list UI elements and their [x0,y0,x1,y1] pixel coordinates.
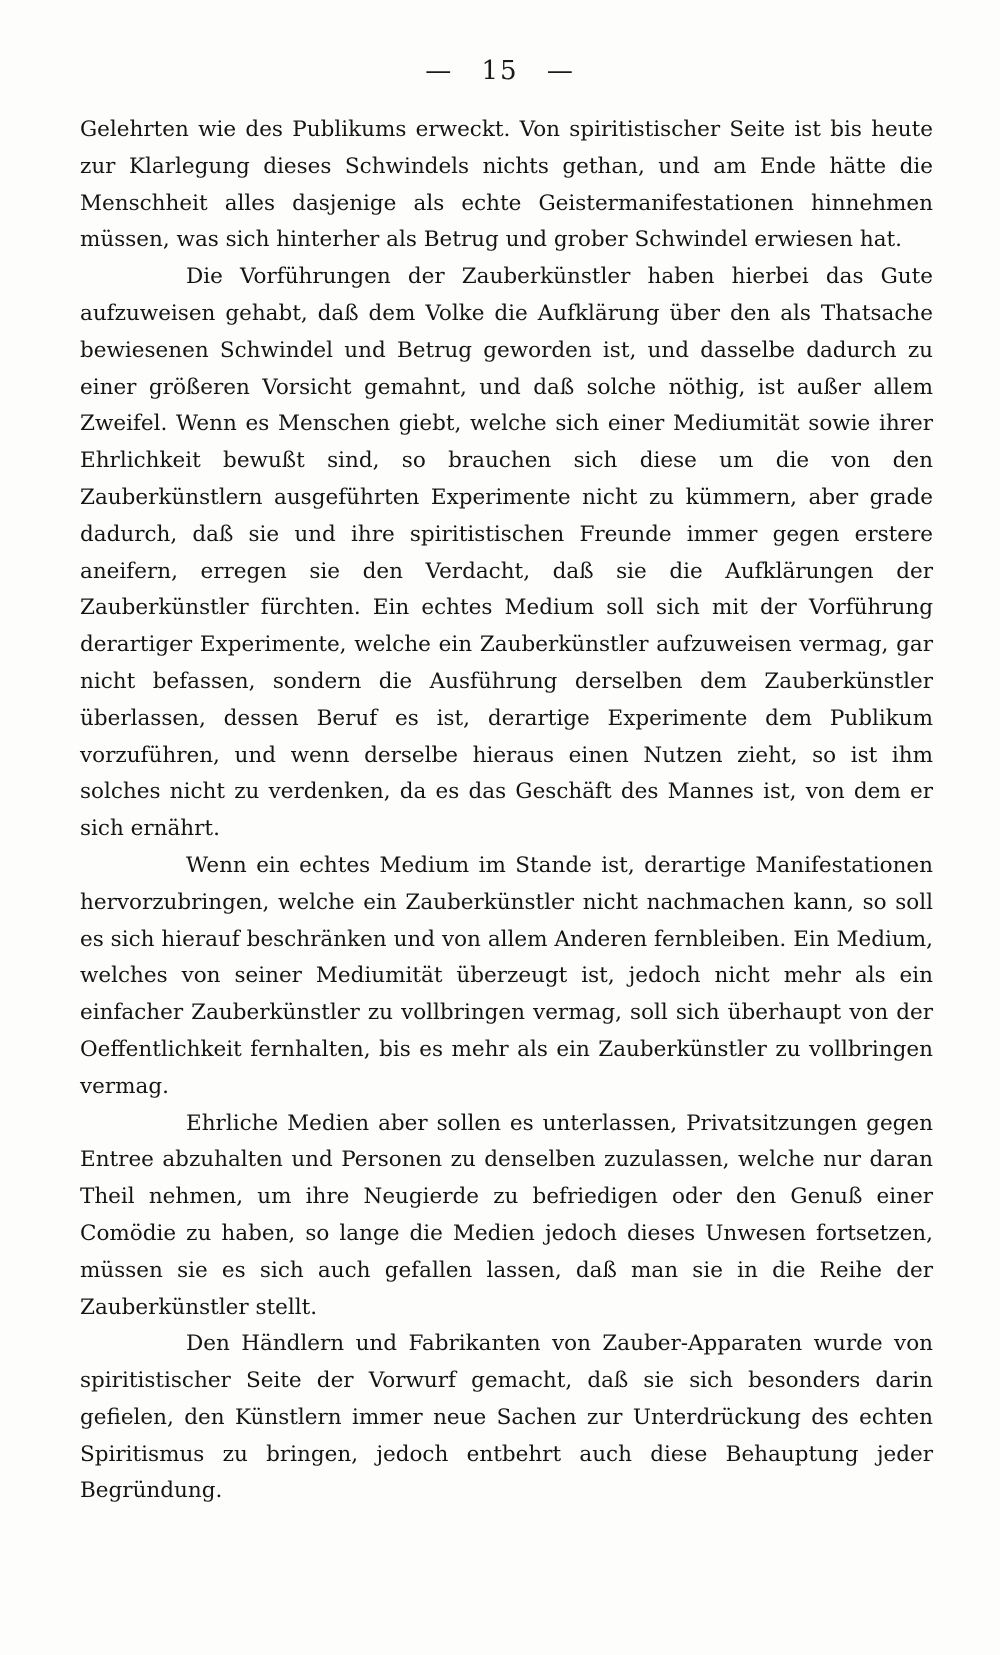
paragraph-3: Wenn ein echtes Medium im Stande ist, derartige Manifestationen hervorzubringen, welche ein Zauberkünstler nicht nachmachen kann, so soll es sich hierauf beschränken und von allem Anderen fernbleiben. Ein Medium, welches von seiner Mediumität überzeugt ist, jedoch nicht mehr als ein einfacher Zauberkünstler zu vollbringen vermag, soll sich überhaupt von der Oeffentlichkeit fernhalten, bis es mehr als ein Zauberkünstler zu vollbringen vermag. [80,852,933,1099]
header-dash-right: — [546,56,575,86]
paragraph-4: Ehrliche Medien aber sollen es unterlassen, Privatsitzungen gegen Entree abzuhalten und Personen zu denselben zuzulassen, welche nur daran Theil nehmen, um ihre Neugierde zu befriedigen oder den Genuß einer Comödie zu haben, so lange die Medien jedoch dieses Unwesen fortsetzen, müssen sie es sich auch gefallen lassen, daß man sie in die Reihe der Zauberkünstler stellt. [80,1110,933,1320]
page-number: 15 [481,56,519,86]
header-dash-left: — [425,56,454,86]
body-text [80,112,933,1510]
page-header [0,56,1000,86]
paragraph-5: Den Händlern und Fabrikanten von Zauber-Apparaten wurde von spiritistischer Seite der Vorwurf gemacht, daß sie sich besonders darin gefielen, den Künstlern immer neue Sachen zur Unterdrückung des echten Spiritismus zu bringen, jedoch entbehrt auch diese Behauptung jeder Begründung. [80,1331,933,1504]
paragraph-2: Die Vorführungen der Zauberkünstler haben hierbei das Gute aufzuweisen gehabt, daß dem Volke die Aufklärung über den als Thatsache bewiesenen Schwindel und Betrug geworden ist, und dasselbe dadurch zu einer größeren Vorsicht gemahnt, und daß solche nöthig, ist außer allem Zweifel. Wenn es Menschen giebt, welche sich einer Mediumität sowie ihrer Ehrlichkeit bewußt sind, so brauchen sich diese um die von den Zauberkünstlern ausgeführten Experimente nicht zu kümmern, aber grade dadurch, daß sie und ihre spiritistischen Freunde immer gegen erstere aneifern, erregen sie den Verdacht, daß sie die Aufklärungen der Zauberkünstler fürchten. Ein echtes Medium soll sich mit der Vorführung derartiger Experimente, welche ein Zauberkünstler aufzuweisen vermag, gar nicht befassen, sondern die Ausführung derselben dem Zauberkünstler überlassen, dessen Beruf es ist, derartige Experimente dem Publikum vorzuführen, und wenn derselbe hieraus einen Nutzen zieht, so ist ihm solches nicht zu verdenken, da es das Geschäft des Mannes ist, von dem er sich ernährt. [80,264,933,842]
paragraph-1: Gelehrten wie des Publikums erweckt. Von spiritistischer Seite ist bis heute zur Klarlegung dieses Schwindels nichts gethan, und am Ende hätte die Menschheit alles dasjenige als echte Geistermanifestationen hinnehmen müssen, was sich hinterher als Betrug und grober Schwindel erwiesen hat. [80,117,933,253]
